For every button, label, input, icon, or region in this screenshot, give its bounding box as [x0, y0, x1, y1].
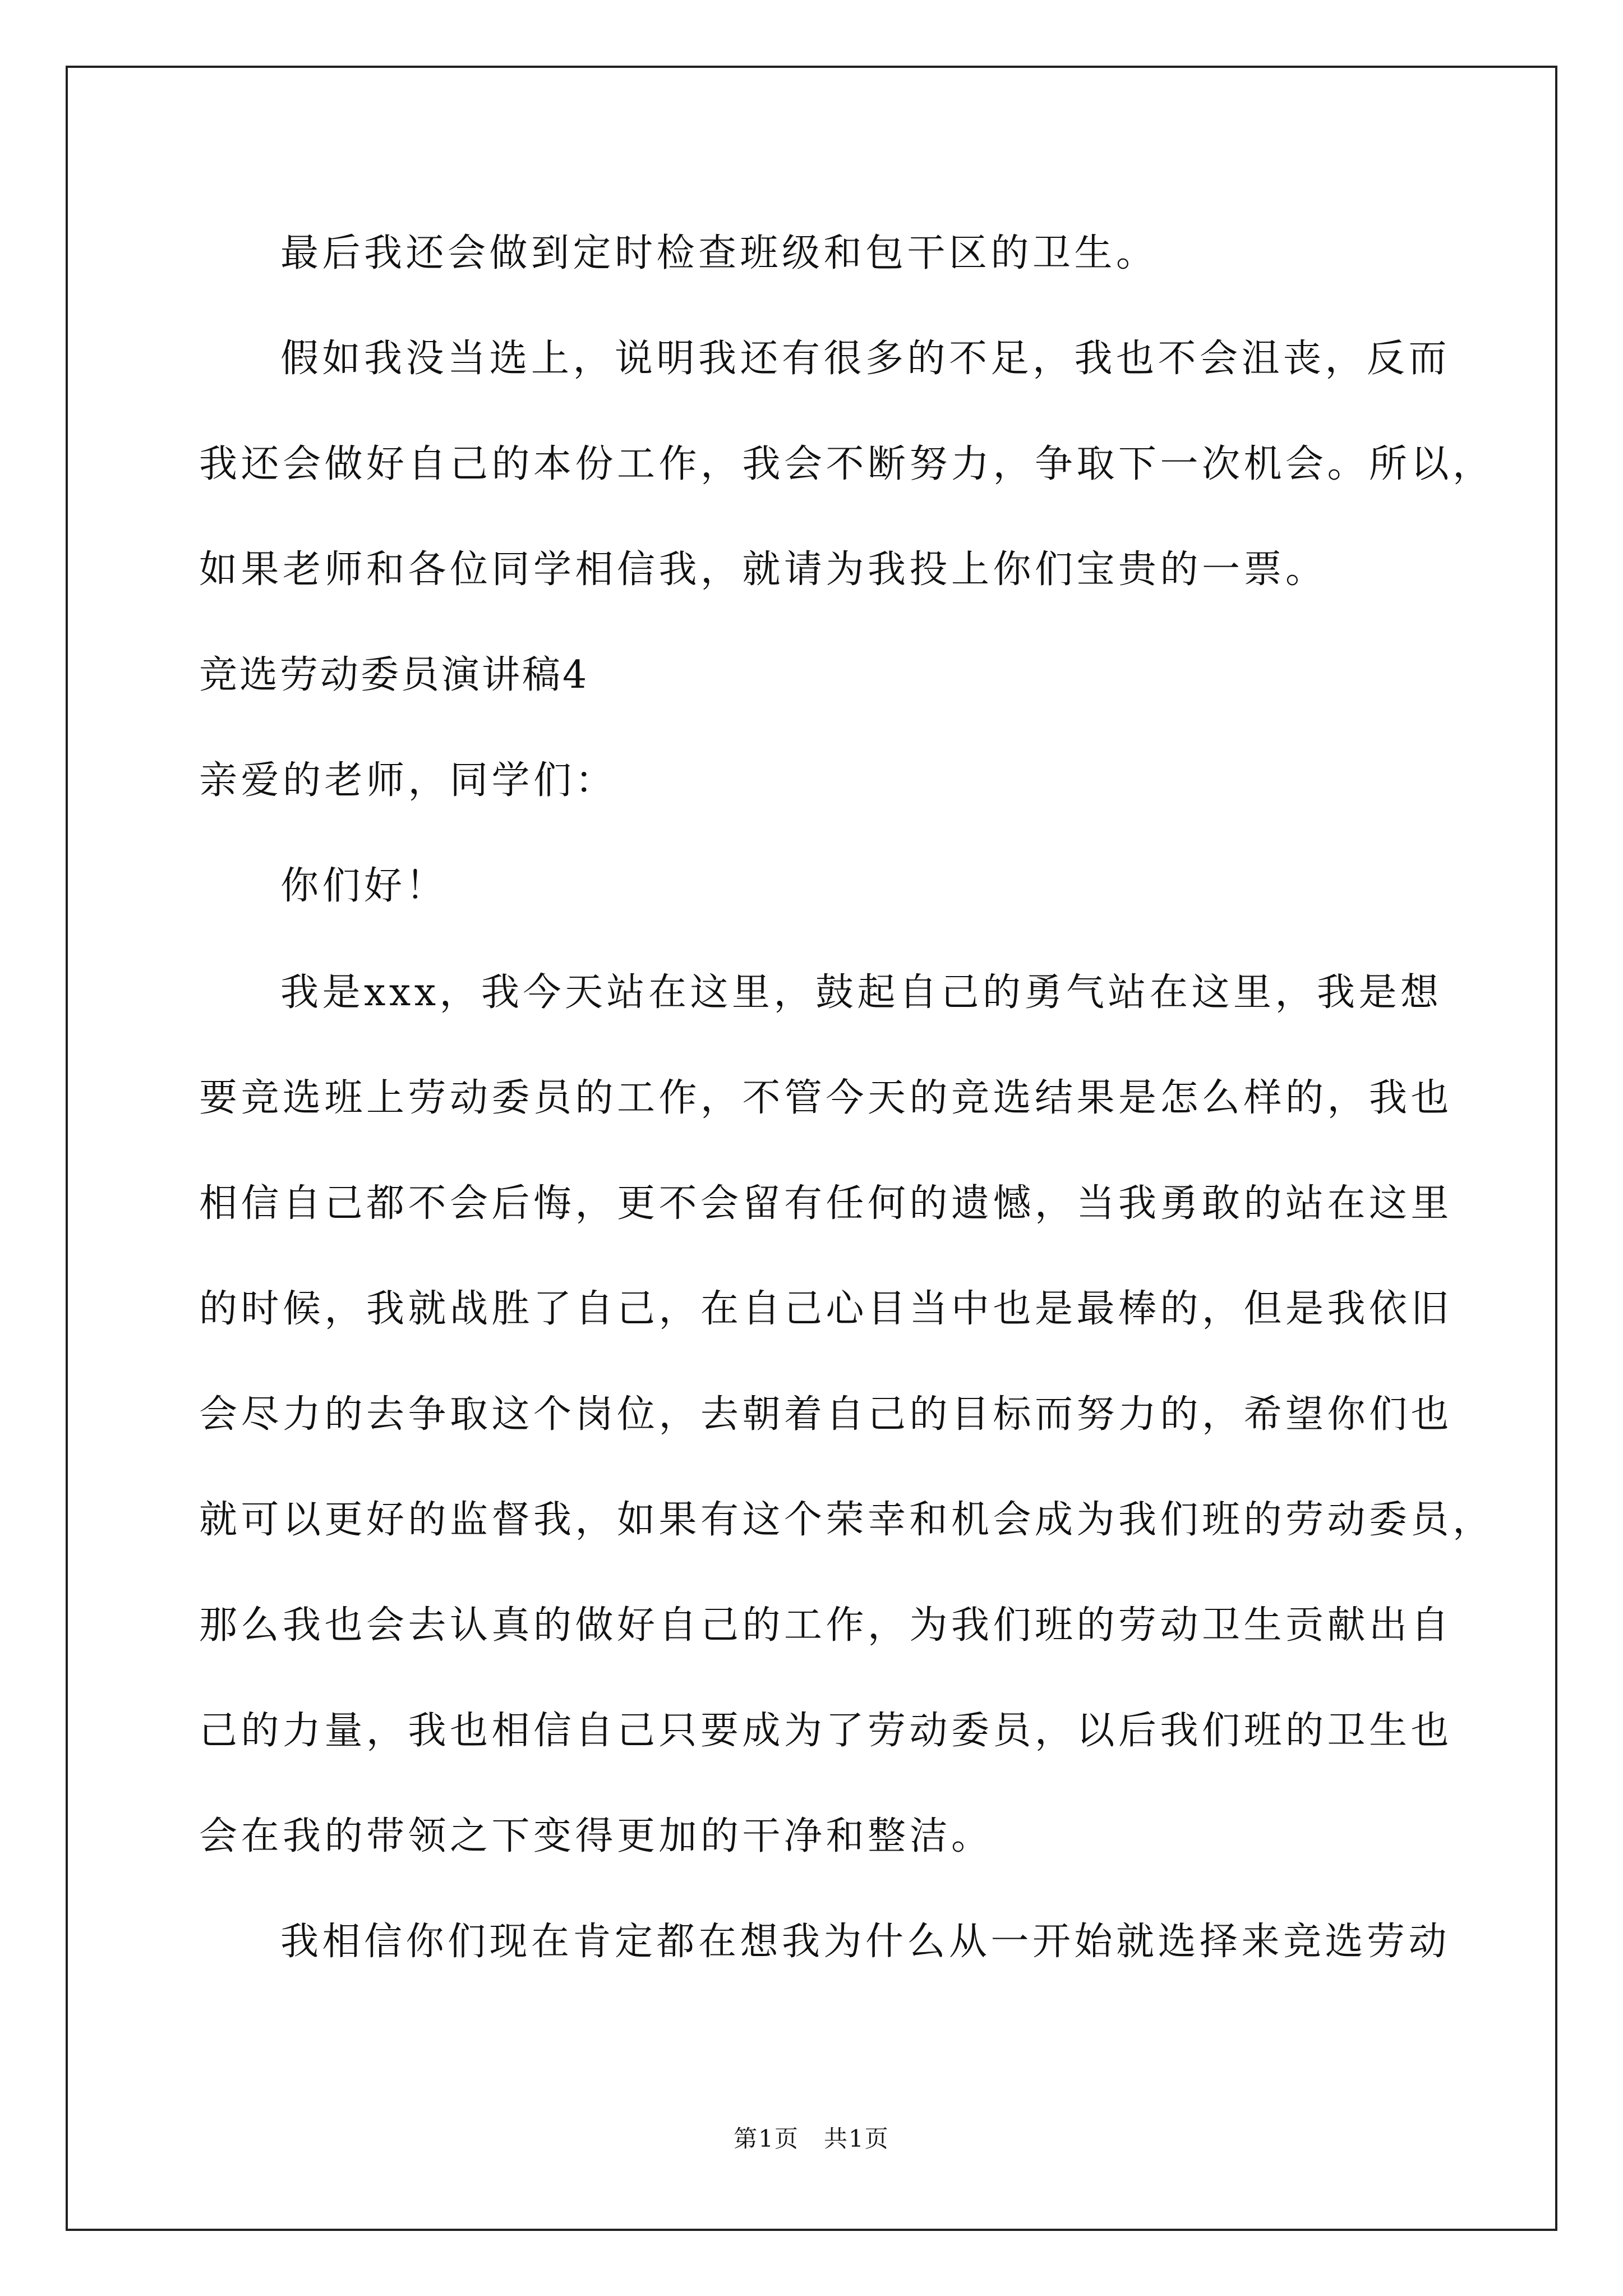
salutation: 亲爱的老师，同学们： — [199, 758, 617, 803]
paragraph-line: 如果老师和各位同学相信我，就请为我投上你们宝贵的一票。 — [199, 547, 1327, 592]
paragraph-line: 要竞选班上劳动委员的工作，不管今天的竞选结果是怎么样的，我也 — [199, 1076, 1453, 1120]
page-border — [66, 66, 1557, 2231]
page-number-footer: 第1页 共1页 — [734, 2125, 889, 2152]
paragraph-line: 会在我的带领之下变得更加的干净和整洁。 — [199, 1814, 993, 1858]
paragraph-line: 己的力量，我也相信自己只要成为了劳动委员，以后我们班的卫生也 — [199, 1709, 1453, 1753]
paragraph-line: 我相信你们现在肯定都在想我为什么从一开始就选择来竞选劳动 — [280, 1920, 1451, 1964]
section-heading: 竞选劳动委员演讲稿4 — [199, 653, 589, 697]
paragraph-line: 相信自己都不会后悔，更不会留有任何的遗憾，当我勇敢的站在这里 — [199, 1181, 1453, 1226]
greeting: 你们好！ — [280, 864, 448, 908]
paragraph-line: 假如我没当选上，说明我还有很多的不足，我也不会沮丧，反而 — [280, 337, 1451, 381]
paragraph-line: 我是xxx，我今天站在这里，鼓起自己的勇气站在这里，我是想 — [280, 970, 1442, 1015]
paragraph-line: 那么我也会去认真的做好自己的工作，为我们班的劳动卫生贡献出自 — [199, 1603, 1453, 1648]
paragraph-line: 会尽力的去争取这个岗位，去朝着自己的目标而努力的，希望你们也 — [199, 1392, 1453, 1437]
paragraph-line: 我还会做好自己的本份工作，我会不断努力，争取下一次机会。所以， — [199, 442, 1495, 486]
paragraph-line: 最后我还会做到定时检查班级和包干区的卫生。 — [280, 231, 1158, 275]
paragraph-line: 就可以更好的监督我，如果有这个荣幸和机会成为我们班的劳动委员， — [199, 1498, 1495, 1542]
paragraph-line: 的时候，我就战胜了自己，在自己心目当中也是最棒的，但是我依旧 — [199, 1287, 1453, 1331]
